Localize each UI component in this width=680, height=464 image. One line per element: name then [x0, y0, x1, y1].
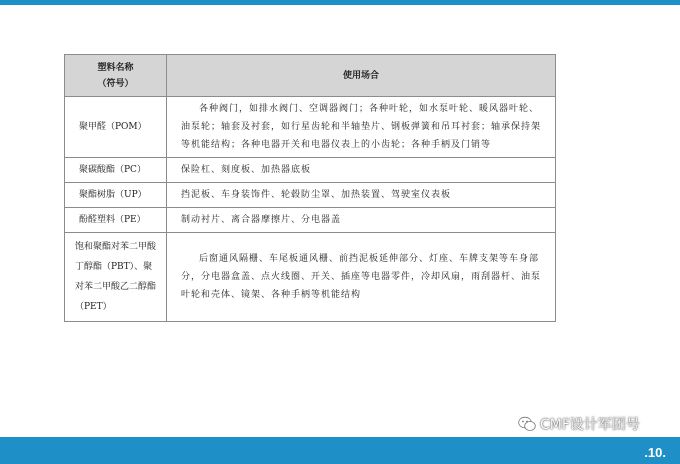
row-use-up: 挡泥板、车身装饰件、轮毂防尘罩、加热装置、驾驶室仪表板 — [167, 183, 556, 208]
bottom-accent-bar — [0, 437, 680, 464]
table-row — [65, 233, 556, 322]
table-header-row — [65, 55, 556, 97]
row-name-pbt-pet: 饱和聚酯对苯二甲酸丁醇酯（PBT）、聚对苯二甲酸乙二醇酯（PET） — [65, 233, 167, 322]
row-use-pbt-pet: 后窗通风隔栅、车尾板通风栅、前挡泥板延伸部分、灯座、车牌支架等车身部分，分电器盒盖、点火线圈、开关、插座等电器零件，冷却风扇，雨刮器杆、油泵叶轮和壳体、镜架、各种手柄等机能结构 — [167, 233, 556, 322]
row-use-pom: 各种阀门，如排水阀门、空调器阀门；各种叶轮，如水泵叶轮、暖风器叶轮、油泵轮；轴套及衬套，如行星齿轮和半轴垫片、钢板弹簧和吊耳衬套；轴承保持架等机能结构；各种电器开关和电器仪表上的小齿轮；各种手柄及门销等 — [167, 97, 556, 158]
row-name-pom: 聚甲醛（POM） — [65, 97, 167, 158]
table-row — [65, 97, 556, 158]
row-use-pe: 制动衬片、离合器摩擦片、分电器盖 — [167, 208, 556, 233]
row-use-pc: 保险杠、刻度板、加热器底板 — [167, 158, 556, 183]
header-plastic-name — [65, 55, 167, 97]
table-row — [65, 158, 556, 183]
header-name-line1: 塑料名称 — [97, 62, 134, 73]
watermark-text: CMF设计军团号 — [540, 417, 640, 433]
table-row — [65, 208, 556, 233]
header-usage: 使用场合 — [167, 55, 556, 97]
plastics-usage-table — [64, 54, 556, 322]
page-number: .10. — [644, 445, 666, 460]
table-row — [65, 183, 556, 208]
row-name-pc: 聚碳酸酯（PC） — [65, 158, 167, 183]
wechat-icon — [518, 416, 536, 432]
row-name-pe: 酚醛塑料（PE） — [65, 208, 167, 233]
watermark — [518, 414, 640, 434]
row-name-up: 聚酯树脂（UP） — [65, 183, 167, 208]
header-name-line2: （符号） — [97, 78, 134, 89]
top-accent-bar — [0, 0, 680, 5]
